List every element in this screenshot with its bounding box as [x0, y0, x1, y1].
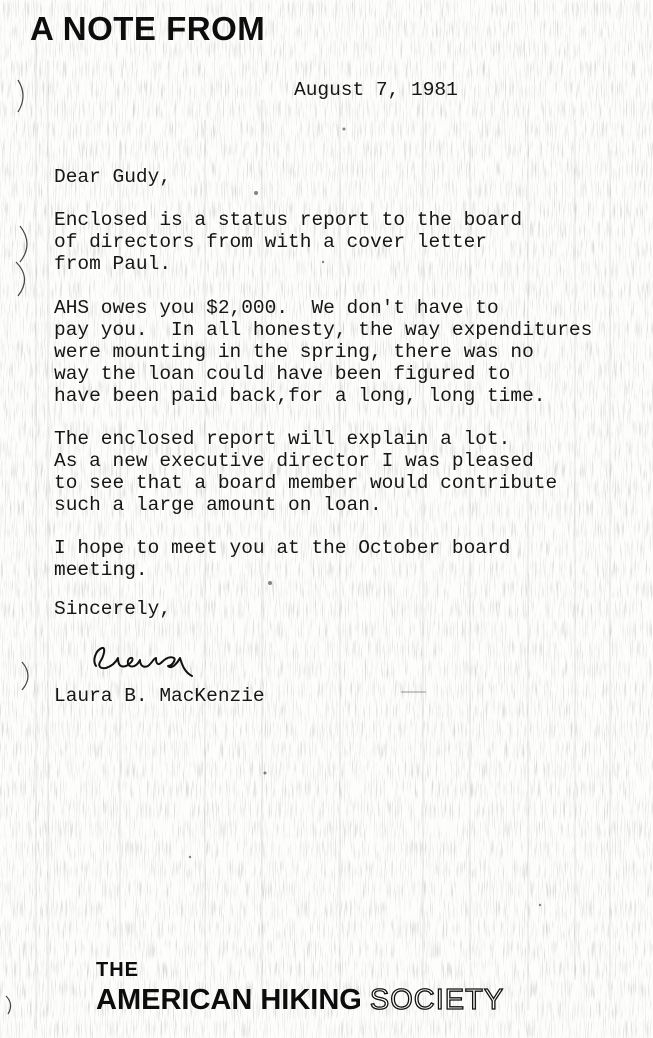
paragraph-1 — [54, 209, 653, 275]
text-line: AHS owes you $2,000. We don't have to — [54, 297, 499, 319]
text-line: pay you. In all honesty, the way expenditures — [54, 319, 593, 341]
logo-american-hiking: AMERICAN HIKING — [96, 984, 362, 1016]
text-line: way the loan could have been figured to — [54, 363, 511, 385]
text-line: As a new executive director I was pleased — [54, 450, 534, 472]
logo-society: SOCIETY — [369, 984, 505, 1016]
note-heading: A NOTE FROM — [30, 10, 266, 47]
text-line: to see that a board member would contribute — [54, 472, 558, 494]
paragraph-3 — [54, 428, 653, 516]
closing: Sincerely, — [54, 598, 172, 620]
text-line: The enclosed report will explain a lot. — [54, 428, 511, 450]
logo-org-line — [96, 984, 504, 1016]
handwritten-signature — [88, 636, 208, 682]
text-line: were mounting in the spring, there was no — [54, 341, 534, 363]
text-line: have been paid back,for a long, long time. — [54, 385, 546, 407]
paragraph-4 — [54, 537, 653, 581]
letter-date: August 7, 1981 — [294, 79, 458, 101]
text-line: such a large amount on loan. — [54, 494, 382, 516]
signer-name: Laura B. MacKenzie — [54, 685, 265, 707]
salutation: Dear Gudy, — [54, 166, 172, 188]
punch-hole-marks — [0, 0, 40, 1038]
text-line: meeting. — [54, 559, 148, 581]
organization-logo — [96, 960, 504, 1016]
text-line: of directors from with a cover letter — [54, 231, 487, 253]
text-line: Enclosed is a status report to the board — [54, 209, 523, 231]
paragraph-2 — [54, 297, 653, 407]
logo-the: THE — [96, 959, 139, 981]
text-line: I hope to meet you at the October board — [54, 537, 511, 559]
text-line: from Paul. — [54, 253, 172, 275]
